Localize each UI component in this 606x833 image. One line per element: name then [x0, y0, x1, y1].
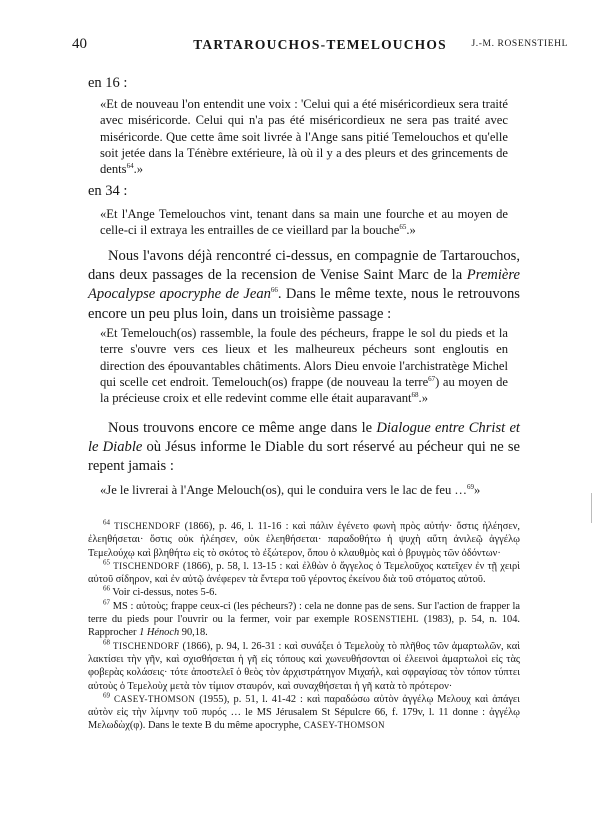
quote-block-16: [100, 96, 508, 177]
body-paragraph-2: [88, 419, 520, 477]
page-number: 40: [72, 36, 87, 52]
book-title: Dialogue entre Christ et le Diable: [88, 420, 520, 456]
body-paragraph-1: [88, 247, 520, 324]
footnote-64: [88, 520, 520, 560]
margin-mark: [591, 493, 592, 523]
book-title: Première Apocalypse apocryphe de Jean: [88, 267, 520, 303]
footnote-65: [88, 560, 520, 587]
quote-block-3: [100, 325, 508, 406]
section-label-34: en 34 :: [88, 183, 128, 199]
quote-text: «Et l'Ange Temelouchos vint, tenant dans sa main une fourche et au moyen de celle-ci il extraya les entrailles de ce vieillard par la bouche: [100, 207, 508, 238]
paragraph-text: où Jésus informe le Diable du sort réservé au pécheur qui ne se repent jamais :: [88, 439, 520, 475]
footnote-text: 90,18.: [179, 627, 208, 639]
footnote-66: [88, 586, 520, 599]
footnote-number: 66: [103, 585, 110, 594]
footnote-author: TISCHENDORF: [114, 521, 181, 531]
book-title: 1 Hénoch: [139, 627, 180, 639]
footnote-number: 65: [103, 558, 110, 567]
running-header: [72, 36, 568, 54]
footnotes: [88, 520, 520, 733]
footnote-author: CASEY-THOMSON: [114, 693, 196, 704]
footnote-ref: 65: [399, 223, 407, 232]
quote-text: «Et Temelouch(os) rassemble, la foule des pécheurs, frappe le sol du pieds et la terre s'ouvre vers ces lieux et les malheureux pécheurs sont engloutis en direction des épouvantables châtiments. Alors Dieu envoie l'archistratège Michel qui scelle cet endroit. Temelouch(os) frappe (de nouveau la terre: [100, 326, 508, 389]
footnote-ref: 67: [428, 374, 436, 383]
footnote-author: ROSENSTIEHL: [354, 614, 420, 625]
section-label-16: en 16 :: [88, 75, 128, 91]
footnote-text: (1866), p. 46, l. 11-16 : καὶ πάλιν ἐγένετο φωνὴ πρὸς αὐτήν· ὅστις ἠλέησεν, ἐλεηθήσεται· ὅστις οὐκ ἠλέησεν, οὐκ ἐλεηθήσεται· παραδοθήτω ἡ ψυχὴ αὕτη ἀνιλεῷ ἀγγέλῳ Τεμελούχῳ καὶ βληθήτω εἰς τὸ σκότος τὸ ἐξώτερον, ὅπου ὁ κλαυθμὸς καὶ ὁ βρυγμὸς τῶν ὀδόντων·: [88, 521, 520, 559]
footnote-number: 68: [103, 638, 110, 647]
footnote-text: (1866), p. 58, l. 13-15 : καὶ ἐλθὼν ὁ ἄγγελος ὁ Τεμελοῦχος κατεῖχεν ἐν τῇ χειρὶ αὐτοῦ σίδηρον, καὶ ἐν αὐτῷ ἀνέφερεν τὰ ἔντερα τοῦ γέροντος ἐκείνου διὰ τοῦ στόματος αὐτοῦ.: [88, 560, 521, 586]
footnote-ref: 69: [467, 482, 475, 491]
footnote-author: TISCHENDORF: [113, 640, 180, 651]
paragraph-text: . Dans le même texte, nous le retrouvons encore un peu plus loin, dans un troisième passage :: [88, 286, 520, 322]
footnote-68: [88, 640, 520, 693]
footnote-text: (1866), p. 94, l. 26-31 : καὶ συνάξει ὁ Τεμελοὺχ τὸ πλῆθος τῶν ἁμαρτωλῶν, καὶ λακτίσει τὴν γῆν, καὶ σχισθήσεται ἡ γῆ εἰς τόπους καὶ χωνευθήσονται οἱ ἐλεεινοὶ ἁμαρτωλοὶ εἰς τὰς φοβερὰς κολάσεις· τότε ἀποστελεῖ ὁ θεὸς τὸν ἀρχιστράτηγον Μιχαήλ, καὶ σφραγίσας τὸν τόπον τύπτει αὐτοὺς ὁ Τεμελοὺχ μετὰ τὸν τίμιον σταυρόν, καὶ συναχθήσεται ἡ γῆ κατὰ τὸ πρότερον·: [88, 640, 520, 692]
footnote-ref: 66: [270, 286, 278, 295]
quote-block-34: [100, 206, 508, 239]
quote-close: .»: [406, 223, 416, 238]
running-author: J.-M. ROSENSTIEHL: [471, 39, 568, 49]
quote-text: «Je le livrerai à l'Ange Melouch(os), qui le conduira vers le lac de feu …: [100, 483, 468, 497]
footnote-text: (1983), p. 54, n. 104. Rapprocher: [88, 614, 520, 639]
footnote-text: Voir ci-dessus, notes 5-6.: [110, 587, 217, 599]
quote-text: ) au moyen de la précieuse croix et elle redevint comme elle était auparavant: [100, 374, 508, 406]
footnote-text: (1955), p. 51, l. 41-42 : καὶ παραδώσω αὐτὸν ἀγγέλῳ Μελουχ καὶ ἀπάγει αὐτὸν εἰς τὴν λίμνην τοῦ πυρός … le MS Jérusalem St Sépulcre 66, f. 179v, l. 11 donne : ἀγγέλῳ Μελωδὼχ(φ). Dans le texte B du même apocryphe,: [88, 693, 520, 732]
footnote-text: MS : αὐτοὺς; frappe ceux-ci (les pécheurs?) : cela ne donne pas de sens. Sur l'action de frapper la terre du pieds pour l'ouvrir ou la fermer, voir par exemple: [88, 600, 520, 626]
quote-text: «Et de nouveau l'on entendit une voix : 'Celui qui a été miséricordieux sera traité avec miséricorde. Celui qui n'a pas été miséricordieux ne sera pas traité avec miséricorde. Que cette âme soit livrée à l'Ange sans pitié Temelouchos et qu'elle soit jetée dans la Ténèbre extérieure, là où il y a des pleurs et des grincements de dents: [100, 97, 508, 177]
running-title: TARTAROUCHOS-TEMELOUCHOS: [193, 37, 447, 52]
quote-close: »: [474, 483, 481, 497]
footnote-author: CASEY-THOMSON: [303, 720, 385, 731]
footnote-author: TISCHENDORF: [113, 560, 180, 571]
quote-close: .»: [418, 391, 428, 406]
quote-close: .»: [133, 162, 144, 177]
footnote-69: [88, 693, 520, 733]
footnote-number: 64: [103, 518, 110, 527]
footnote-67: [88, 600, 520, 640]
footnote-ref: 64: [126, 162, 134, 170]
footnote-ref: 68: [411, 391, 419, 399]
paragraph-text: Nous l'avons déjà rencontré ci-dessus, en compagnie de Tartarouchos, dans deux passages de la recension de Venise Saint Marc de la: [88, 248, 520, 284]
footnote-number: 67: [103, 598, 110, 607]
paragraph-text: Nous trouvons encore ce même ange dans le: [108, 420, 377, 436]
footnote-number: 69: [103, 691, 110, 700]
quote-block-4: [100, 482, 508, 498]
